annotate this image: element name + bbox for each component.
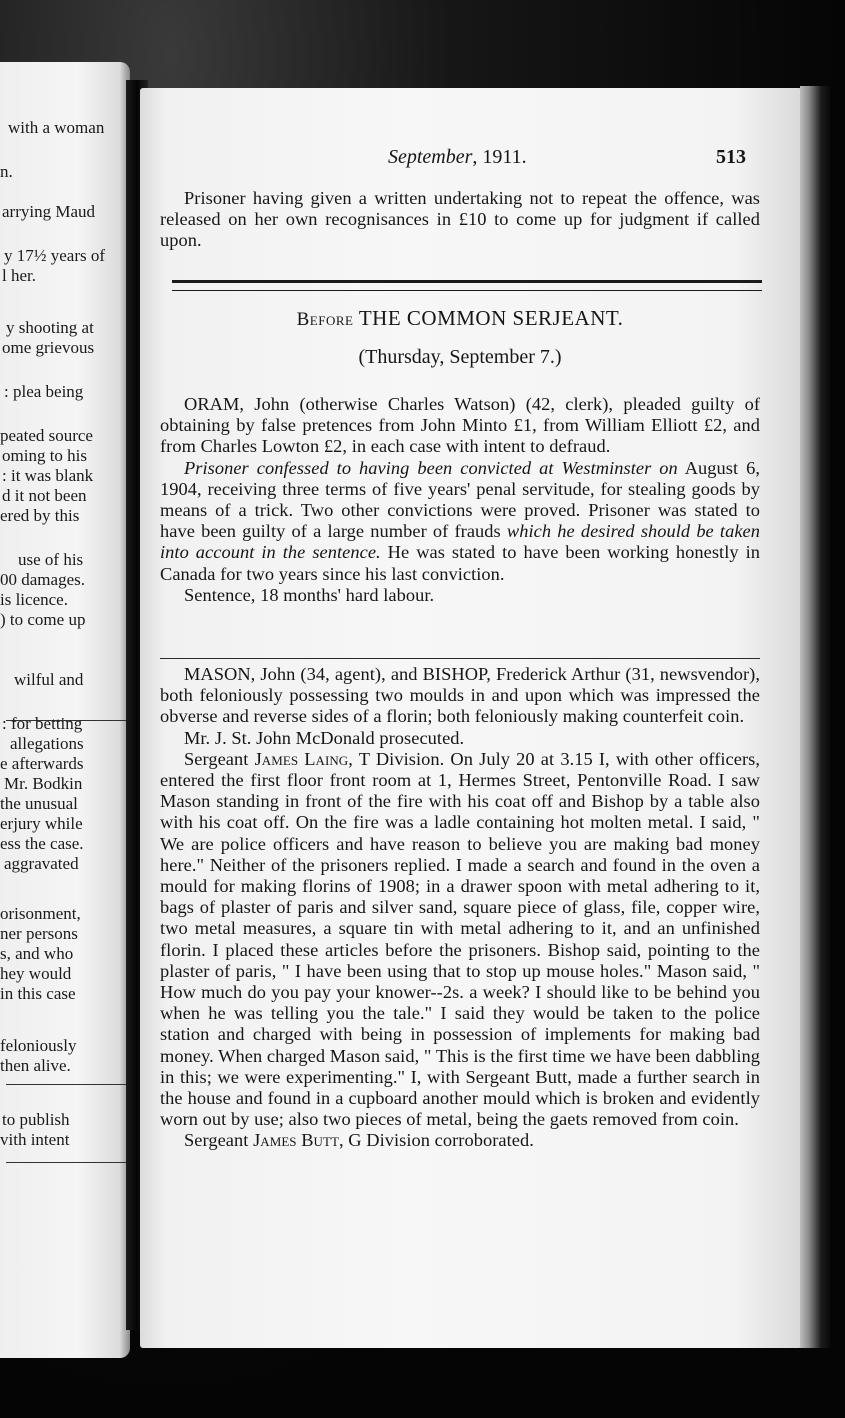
left-page-line: peated source [0, 426, 93, 445]
oram-confession-end: He was stated to have been working honestly in Canada for two years since his last conviction. [160, 542, 761, 584]
laing-name: James Laing [254, 748, 349, 769]
left-page-line: is licence. [0, 590, 68, 609]
left-page-line: arrying Maud [2, 202, 96, 221]
top-paragraph-block [160, 188, 760, 252]
case-divider [160, 658, 760, 659]
left-page-line: hey would [0, 964, 72, 983]
oram-confession [160, 458, 760, 585]
left-page-line: then alive. [0, 1056, 71, 1075]
mason-prosecutor: Mr. J. St. John McDonald prosecuted. [184, 727, 465, 748]
oram-sentence: Sentence, 18 months' hard labour. [184, 584, 435, 605]
left-page-line: Mr. Bodkin [4, 774, 83, 793]
left-page-line: ess the case. [0, 834, 84, 853]
left-page-rule [6, 1084, 126, 1085]
left-page-line: l her. [2, 266, 36, 285]
oram-case [160, 394, 760, 606]
running-head-year: , 1911. [472, 146, 527, 168]
left-page-line: ome grievous [2, 338, 95, 357]
butt-testimony [160, 1130, 760, 1151]
laing-text: , T Division. On July 20 at 3.15 I, with other officers, entered the first floor front room at 1, Hermes Street, Pentonville Road. I saw Mason standing in front of the fire with his coat off and Bishop by a table also with his coat off. On the fire was a ladle containing hot molten metal. I said, " We are police officers and have reason to believe you are making bad money here." Neither of the prisoners replied. I made a search and found in the oven a mould for making florins of 1908; in a drawer spoon with metal adhering to it, bags of plaster of paris and silver sand, square piece of glass, file, copper wire, two metal measures, a square tin with metal adhering to it, and an unfinished florin. I placed these articles before the prisoners. Bishop said, pointing to the plaster of paris, " I have been using that to stop up mouse holes." Mason said, " How much do you pay your knower--2s. a week? I should like to be behind you when he was telling you the tale." I said they would be taken to the police station and charged with being in possession of implements for making bad money. When charged Mason said, " This is the first time we have been dabbling in this; we were experimenting." I, with Sergeant Butt, made a further search in the house and found in a cupboard another mould which is broken and evidently worn out by use; also two pieces of metal, being the gaets removed from coin. [160, 748, 760, 1130]
left-page-line: erjury while [0, 814, 83, 833]
session-date: (Thursday, September 7.) [358, 346, 562, 368]
left-page-line: : for betting [2, 714, 83, 733]
left-page-line: ) to come up [0, 610, 86, 629]
mason-case [160, 664, 760, 1152]
left-page-line: use of his [18, 550, 84, 569]
butt-rank: Sergeant [184, 1130, 254, 1151]
left-page-line: s, and who [0, 944, 74, 963]
left-page-line: y 17½ years of [4, 246, 106, 265]
section-divider [172, 280, 762, 291]
section-heading-prefix: Before [296, 309, 354, 330]
left-page-line: allegations [10, 734, 84, 753]
left-page-line: to publish [2, 1110, 70, 1129]
left-page-line: with a woman [8, 118, 105, 137]
left-page-line: wilful and [14, 670, 84, 689]
left-page-line: ered by this [0, 506, 80, 525]
section-heading [160, 306, 760, 331]
oram-confession-italic-1: Prisoner confessed to having been convicted at Westminster on [184, 457, 678, 478]
left-page-rule [6, 1162, 126, 1163]
oram-charge: ORAM, John (otherwise Charles Watson) (42, clerk), pleaded guilty of obtaining by false pretences from John Minto £1, from William Elliott £2, and from Charles Lowton £2, in each case with intent to defraud. [160, 394, 760, 457]
laing-rank: Sergeant [184, 748, 255, 769]
left-page-line: the unusual [0, 794, 78, 813]
butt-text: , G Division corroborated. [338, 1130, 534, 1151]
left-page-line: vith intent [0, 1130, 70, 1149]
butt-name: James Butt [253, 1130, 339, 1151]
running-head [388, 146, 527, 169]
left-page-line: feloniously [0, 1036, 77, 1055]
left-page-line: orisonment, [0, 904, 81, 923]
left-page-line: oming to his [2, 446, 88, 465]
mason-charge: MASON, John (34, agent), and BISHOP, Frederick Arthur (31, newsvendor), both feloniously possessing two moulds in and upon which was impressed the obverse and reverse sides of a florin; both feloniously making counterfeit coin. [160, 664, 760, 727]
laing-testimony [160, 749, 760, 1131]
left-page-line: e afterwards [0, 754, 84, 773]
oram-confession-italic-2: which he desired should be taken into account in the sentence. [160, 521, 761, 563]
page-number: 513 [716, 146, 746, 168]
left-page-line: in this case [0, 984, 76, 1003]
left-page-line: 00 damages. [0, 570, 85, 589]
left-page-line: n. [0, 162, 13, 181]
left-page-line: ner persons [0, 924, 78, 943]
section-heading-title: THE COMMON SERJEANT. [353, 306, 624, 330]
running-head-month: September [388, 146, 473, 168]
page-edge-shadow [800, 86, 830, 1348]
left-page-line: : plea being [4, 382, 84, 401]
left-page-line: d it not been [2, 486, 87, 505]
oram-confession-rest: August 6, 1904, receiving three terms of five years' penal servitude, for stealing goods by means of a trick. Two other convictions were proved. Prisoner was stated to have been guilty of a large number of frauds [160, 457, 761, 542]
left-page-line: aggravated [4, 854, 79, 873]
top-paragraph: Prisoner having given a written undertaking not to repeat the offence, was released on her own recognisances in £10 to come up for judgment if called upon. [160, 188, 760, 251]
left-page-line: : it was blank [2, 466, 94, 485]
left-page-fragment [0, 62, 130, 1358]
left-page-line: y shooting at [6, 318, 94, 337]
